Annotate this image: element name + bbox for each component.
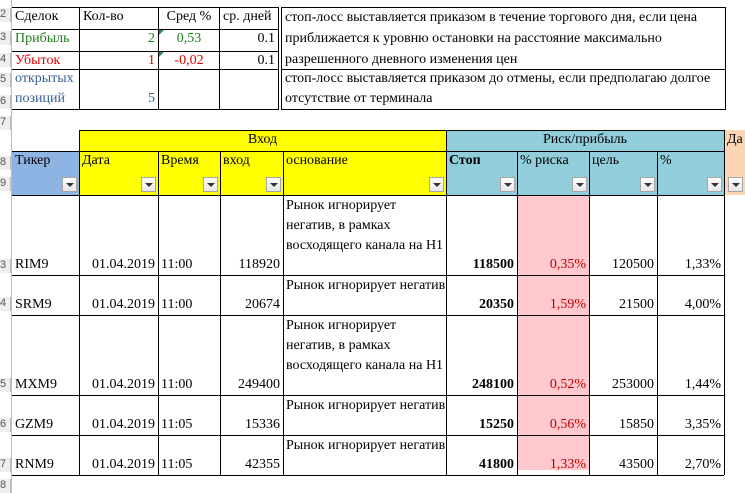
row-header-9[interactable]: 9 bbox=[0, 177, 11, 191]
group-header-risk[interactable]: Риск/прибыль bbox=[446, 130, 724, 151]
table-row-time[interactable]: 11:05 bbox=[161, 457, 193, 472]
row-header-5[interactable]: 5 bbox=[0, 73, 11, 87]
table-row-target[interactable]: 43500 bbox=[619, 457, 654, 472]
table-row-entry[interactable]: 20674 bbox=[245, 297, 280, 312]
summary-loss-avg[interactable]: -0,02 bbox=[174, 53, 204, 68]
table-row-ticker[interactable]: MXM9 bbox=[15, 377, 58, 392]
table-row-ticker[interactable]: SRM9 bbox=[15, 297, 52, 312]
summary-loss-count[interactable]: 1 bbox=[148, 53, 155, 68]
summary-profit-avg[interactable]: 0,53 bbox=[176, 31, 202, 46]
row-header-6[interactable]: 6 bbox=[0, 95, 11, 109]
summary-header-deals[interactable]: Сделок bbox=[15, 9, 59, 24]
table-row-stop[interactable]: 118500 bbox=[472, 257, 514, 272]
table-row-stop[interactable]: 248100 bbox=[472, 377, 514, 392]
row-header-16[interactable]: 6 bbox=[0, 418, 11, 432]
col-header-target[interactable]: цель bbox=[589, 151, 657, 174]
table-row-pct[interactable]: 4,00% bbox=[684, 297, 721, 312]
filter-button-ticker[interactable] bbox=[62, 177, 77, 192]
filter-cell-reason bbox=[283, 174, 446, 195]
row-header-7[interactable]: 7 bbox=[0, 116, 11, 130]
row-header-2[interactable]: 2 bbox=[0, 8, 11, 22]
col-header-pct[interactable]: % bbox=[657, 151, 724, 174]
filter-button-da[interactable] bbox=[728, 177, 743, 192]
table-row-time[interactable]: 11:00 bbox=[161, 297, 193, 312]
note-stop-loss-gtc[interactable]: стоп-лосс выставляется приказом до отмены, если предполагаю долгое отсутствие от терминала bbox=[285, 71, 711, 106]
col-header-da-cont[interactable] bbox=[724, 151, 745, 174]
table-row-time[interactable]: 11:00 bbox=[161, 377, 193, 392]
filter-button-risk[interactable] bbox=[572, 177, 587, 192]
summary-open-label-2[interactable]: позиций bbox=[15, 91, 65, 106]
table-row-pct[interactable]: 1,44% bbox=[684, 377, 721, 392]
table-row-reason[interactable]: Рынок игнорирует негатив bbox=[286, 278, 446, 293]
table-row-risk[interactable]: 1,33% bbox=[549, 457, 586, 472]
group-cell-blank[interactable] bbox=[12, 130, 79, 151]
table-row-risk[interactable]: 0,35% bbox=[549, 257, 586, 272]
summary-open-count[interactable]: 5 bbox=[148, 91, 155, 106]
filter-button-pct[interactable] bbox=[707, 177, 722, 192]
table-row-entry[interactable]: 42355 bbox=[245, 457, 280, 472]
table-row-entry[interactable]: 118920 bbox=[238, 257, 280, 272]
table-row-stop[interactable]: 41800 bbox=[479, 457, 514, 472]
table-row-date[interactable]: 01.04.2019 bbox=[92, 377, 155, 392]
summary-profit-count[interactable]: 2 bbox=[148, 31, 155, 46]
table-row-entry[interactable]: 15336 bbox=[245, 417, 280, 432]
row-header-18[interactable]: 8 bbox=[0, 479, 11, 493]
row-header-14[interactable]: 4 bbox=[0, 297, 11, 311]
summary-open-label-1[interactable]: открытых bbox=[15, 71, 74, 86]
col-header-time[interactable]: Время bbox=[158, 151, 220, 174]
filter-button-stop[interactable] bbox=[500, 177, 515, 192]
summary-profit-label[interactable]: Прибыль bbox=[15, 31, 70, 46]
col-header-date[interactable]: Дата bbox=[79, 151, 158, 174]
table-row-stop[interactable]: 20350 bbox=[479, 297, 514, 312]
col-header-reason[interactable]: основание bbox=[283, 151, 446, 174]
summary-header-avg[interactable]: Сред % bbox=[166, 9, 212, 24]
table-row-target[interactable]: 120500 bbox=[612, 257, 654, 272]
table-row-pct[interactable]: 2,70% bbox=[684, 457, 721, 472]
col-header-ticker[interactable]: Тикер bbox=[12, 151, 79, 174]
table-row-reason[interactable]: Рынок игнорирует негатив, в рамках восходящего канала на H1 bbox=[286, 318, 444, 373]
table-row-date[interactable]: 01.04.2019 bbox=[92, 457, 155, 472]
table-row-stop[interactable]: 15250 bbox=[479, 417, 514, 432]
table-row-pct[interactable]: 3,35% bbox=[684, 417, 721, 432]
table-row-risk[interactable]: 0,56% bbox=[549, 417, 586, 432]
table-row-risk[interactable]: 1,59% bbox=[549, 297, 586, 312]
summary-profit-days[interactable]: 0.1 bbox=[257, 31, 275, 46]
summary-header-count[interactable]: Кол-во bbox=[83, 9, 124, 24]
table-row-time[interactable]: 11:00 bbox=[161, 257, 193, 272]
filter-button-reason[interactable] bbox=[429, 177, 444, 192]
row-header-4[interactable]: 4 bbox=[0, 53, 11, 67]
table-row-target[interactable]: 15850 bbox=[619, 417, 654, 432]
summary-loss-days[interactable]: 0.1 bbox=[257, 53, 275, 68]
table-row-date[interactable]: 01.04.2019 bbox=[92, 417, 155, 432]
table-row-date[interactable]: 01.04.2019 bbox=[92, 257, 155, 272]
row-header-15[interactable]: 5 bbox=[0, 378, 11, 392]
summary-header-days[interactable]: ср. дней bbox=[223, 9, 272, 24]
table-row-ticker[interactable]: RNM9 bbox=[15, 457, 54, 472]
table-row-reason[interactable]: Рынок игнорирует негатив bbox=[286, 398, 446, 413]
summary-loss-label[interactable]: Убыток bbox=[15, 53, 61, 68]
row-header-17[interactable]: 7 bbox=[0, 458, 11, 472]
row-header-8[interactable]: 8 bbox=[0, 156, 11, 170]
col-header-entry[interactable]: вход bbox=[220, 151, 283, 174]
table-row-reason[interactable]: Рынок игнорирует негатив, в рамках восходящего канала на H1 bbox=[286, 198, 444, 253]
table-row-ticker[interactable]: GZM9 bbox=[15, 417, 54, 432]
table-row-reason[interactable]: Рынок игнорирует негатив bbox=[286, 438, 446, 453]
filter-button-target[interactable] bbox=[640, 177, 655, 192]
row-header-3[interactable]: 3 bbox=[0, 31, 11, 45]
table-row-target[interactable]: 21500 bbox=[619, 297, 654, 312]
table-row-time[interactable]: 11:05 bbox=[161, 417, 193, 432]
filter-button-entry[interactable] bbox=[266, 177, 281, 192]
note-stop-loss-intraday[interactable]: стоп-лосс выставляется приказом в течение торгового дня, если цена приближается к уровню остановки на расстояние максимально разрешенного дневного изменения цен bbox=[285, 10, 698, 67]
col-header-risk-pct[interactable]: % риска bbox=[517, 151, 589, 174]
group-header-da[interactable]: Да bbox=[724, 130, 745, 151]
filter-button-date[interactable] bbox=[141, 177, 156, 192]
filter-button-time[interactable] bbox=[203, 177, 218, 192]
col-header-stop[interactable]: Стоп bbox=[446, 151, 517, 174]
table-row-entry[interactable]: 249400 bbox=[238, 377, 280, 392]
table-row-date[interactable]: 01.04.2019 bbox=[92, 297, 155, 312]
group-header-entry[interactable]: Вход bbox=[79, 130, 446, 151]
table-row-pct[interactable]: 1,33% bbox=[684, 257, 721, 272]
table-row-risk[interactable]: 0,52% bbox=[549, 377, 586, 392]
table-row-target[interactable]: 253000 bbox=[612, 377, 654, 392]
table-row-ticker[interactable]: RIM9 bbox=[15, 257, 49, 272]
row-header-13[interactable]: 3 bbox=[0, 259, 11, 273]
